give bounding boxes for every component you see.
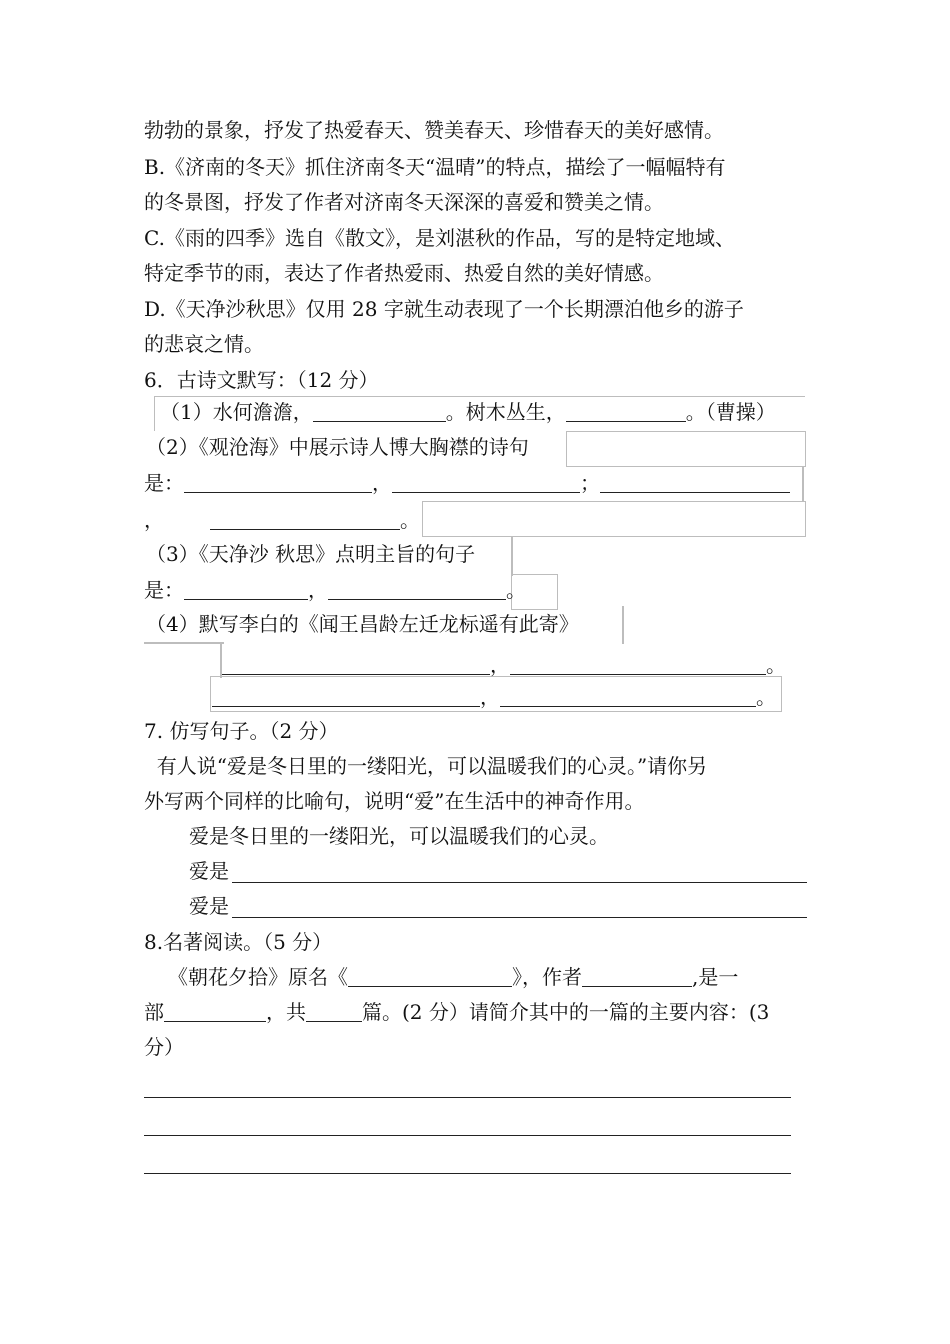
q6-item-1 [160, 398, 776, 426]
q8-line-2-b: ，共 [266, 1000, 306, 1024]
q6-title: 6．古诗文默写：（12 分） [144, 368, 379, 392]
comma: ， [490, 653, 510, 677]
q7-answer-1-label: 爱是 [189, 859, 229, 883]
q8-line-1 [168, 963, 738, 991]
period: 。 [766, 653, 786, 677]
option-b-line-2: 的冬景图，抒发了作者对济南冬天深深的喜爱和赞美之情。 [144, 190, 664, 214]
q8-line-2-c: 篇。(2 分）请简介其中的一篇的主要内容：(3 [362, 1000, 770, 1024]
option-c-line-2: 特定季节的雨，表达了作者热爱雨、热爱自然的美好情感。 [144, 261, 664, 285]
q8-line-2 [144, 998, 769, 1026]
q7-title: 7. 仿写句子。（2 分） [144, 719, 339, 743]
q7-prompt-line-2: 外写两个同样的比喻句，说明“爱”在生活中的神奇作用。 [144, 789, 645, 813]
period: 。 [400, 508, 420, 532]
q6-item-3-shi: 是： [144, 578, 184, 602]
cell-border [622, 606, 624, 644]
answer-line[interactable] [232, 882, 807, 883]
answer-blank[interactable] [164, 1001, 266, 1022]
cell-border [511, 536, 513, 576]
cell-border [422, 501, 806, 537]
q6-item-2-answers [144, 469, 790, 497]
option-b-line-1: B.《济南的冬天》抓住济南冬天“温晴”的特点，描绘了一幅幅特有 [144, 155, 726, 179]
answer-blank[interactable] [582, 966, 692, 987]
answer-blank[interactable] [348, 966, 512, 987]
period: 。 [506, 578, 526, 602]
answer-line[interactable] [144, 1097, 791, 1098]
option-d-line-1: D.《天净沙秋思》仅用 28 字就生动表现了一个长期漂泊他乡的游子 [144, 297, 744, 321]
q8-title: 8.名著阅读。（5 分） [144, 930, 333, 954]
answer-blank[interactable] [510, 654, 766, 675]
cell-border [566, 431, 806, 467]
q6-item-4-answers-1 [222, 651, 786, 679]
answer-blank[interactable] [328, 579, 506, 600]
q8-line-1-b: 》，作者 [512, 965, 582, 989]
q8-line-3: 分） [144, 1035, 184, 1059]
comma: ， [144, 508, 164, 532]
answer-blank[interactable] [184, 579, 308, 600]
q8-line-1-a: 《朝花夕拾》原名《 [168, 965, 348, 989]
q6-item-3-answers [144, 576, 526, 604]
semicolon: ； [580, 471, 600, 495]
answer-line[interactable] [144, 1173, 791, 1174]
cell-border [144, 642, 224, 644]
comma: ， [372, 471, 392, 495]
q8-line-1-c: ,是一 [692, 965, 739, 989]
q6-item-2-prompt: （2）《观沧海》中展示诗人博大胸襟的诗句 [146, 435, 529, 459]
answer-blank[interactable] [184, 472, 372, 493]
q6-item-1-text-a: （1）水何澹澹， [160, 400, 313, 424]
comma: ， [480, 685, 500, 709]
q6-item-2-answers-2 [144, 506, 420, 534]
answer-blank[interactable] [212, 686, 480, 707]
q7-prompt-line-1: 有人说“爱是冬日里的一缕阳光，可以温暖我们的心灵。”请你另 [144, 754, 708, 778]
cell-border [802, 466, 804, 502]
q8-line-2-a: 部 [144, 1000, 164, 1024]
option-a-tail: 勃勃的景象，抒发了热爱春天、赞美春天、珍惜春天的美好感情。 [144, 118, 724, 142]
q7-answer-2-label: 爱是 [189, 894, 229, 918]
answer-blank[interactable] [222, 654, 490, 675]
q7-example: 爱是冬日里的一缕阳光，可以温暖我们的心灵。 [189, 824, 609, 848]
q6-item-4-answers-2 [212, 683, 776, 711]
answer-blank[interactable] [210, 509, 400, 530]
option-d-line-2: 的悲哀之情。 [144, 332, 264, 356]
comma: ， [308, 578, 328, 602]
answer-line[interactable] [232, 917, 807, 918]
answer-blank[interactable] [566, 401, 686, 422]
period: 。 [756, 685, 776, 709]
q6-item-3-prompt: （3）《天净沙 秋思》点明主旨的句子 [146, 542, 476, 566]
answer-blank[interactable] [306, 1001, 362, 1022]
q6-item-4-prompt: （4）默写李白的《闻王昌龄左迁龙标遥有此寄》 [146, 612, 579, 636]
q6-item-1-text-c: 。（曹操） [685, 400, 776, 424]
q6-item-2-shi: 是： [144, 471, 184, 495]
answer-blank[interactable] [500, 686, 756, 707]
answer-blank[interactable] [600, 472, 790, 493]
answer-blank[interactable] [313, 401, 446, 422]
answer-line[interactable] [144, 1135, 791, 1136]
answer-blank[interactable] [392, 472, 580, 493]
option-c-line-1: C.《雨的四季》选自《散文》，是刘湛秋的作品，写的是特定地域、 [144, 226, 735, 250]
q6-item-1-text-b: 。树木丛生， [445, 400, 566, 424]
